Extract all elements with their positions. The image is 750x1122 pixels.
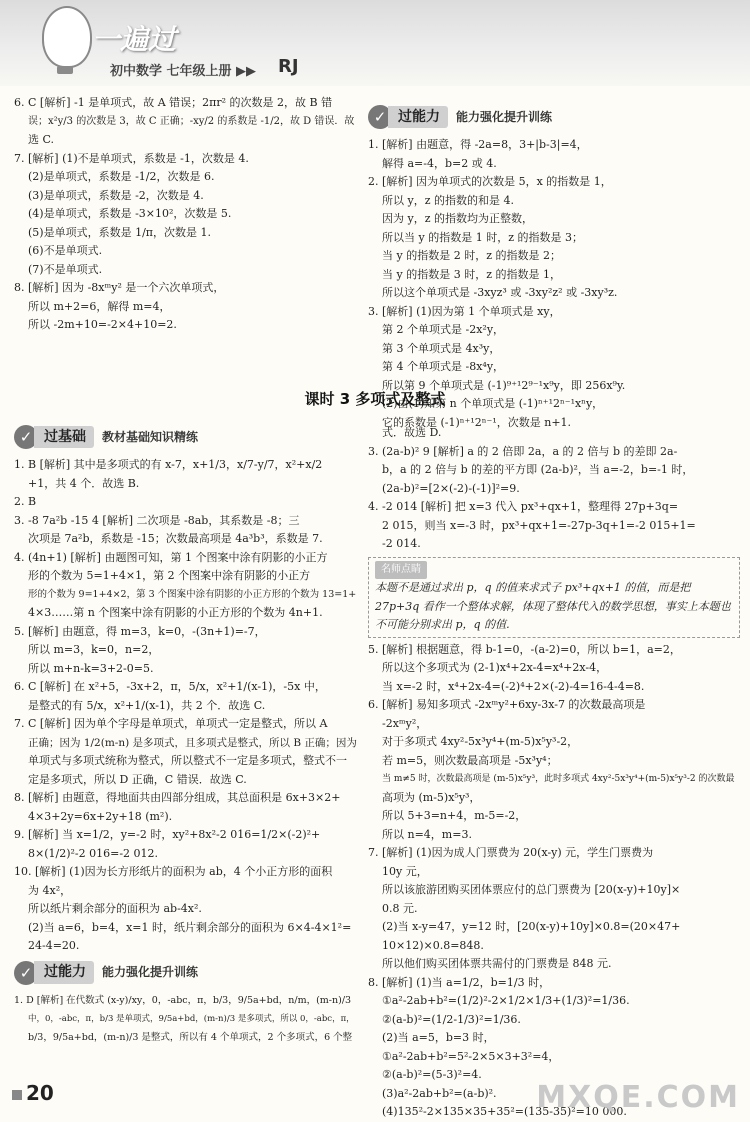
question-number: 2.: [14, 495, 25, 508]
balloon-basket-icon: [57, 66, 73, 74]
question-number: 5.: [14, 624, 25, 638]
answer-line: [14, 493, 358, 512]
brand-title: 一遍过: [92, 23, 177, 56]
answer-line: [14, 623, 358, 642]
answer-line: [368, 826, 740, 845]
answer-text: 所以当 y 的指数是 1 时，z 的指数是 3；: [382, 230, 583, 244]
answer-text: 0.8 元.: [382, 901, 418, 915]
answer-line: [14, 808, 358, 827]
answer-line: [368, 303, 740, 322]
answer-line: [368, 517, 740, 536]
answer-line: [14, 992, 358, 1011]
answer-line: [368, 480, 740, 499]
question-number: 10.: [14, 865, 32, 878]
answer-line: [368, 358, 740, 377]
section-bar-ability-2: [14, 960, 358, 986]
question-number: 1.: [14, 458, 25, 471]
answer-line: [368, 535, 740, 554]
answer-line: [14, 586, 358, 605]
answer-text: 高项为 (m-5)x⁵y³，: [382, 790, 481, 804]
answer-line: [368, 659, 740, 678]
lesson-title: 课时 3 多项式及整式: [304, 390, 446, 408]
question-number: 4.: [368, 500, 379, 513]
answer-text: B [解析] 其中是多项式的有 x-7，x+1/3，x/7-y/7，x²+x/2: [28, 458, 323, 471]
answer-text: 对于多项式 4xy²-5x³y⁴+(m-5)x⁵y³-2，: [382, 735, 579, 748]
answer-line: [368, 461, 740, 480]
answer-text: 当 m≠5 时，次数最高项是 (m-5)x⁵y³，此时多项式 4xy²-5x³y⁴+(m-5)x⁵y³-2 的次数最: [382, 774, 735, 784]
answer-text: (5)是单项式，系数是 1/π，次数是 1.: [28, 225, 212, 239]
question-number: 3.: [14, 513, 25, 527]
answer-text: 24-4=20.: [28, 939, 80, 952]
answer-line: [14, 205, 358, 224]
section-title: 过基础: [34, 426, 94, 449]
question-number: 4.: [14, 550, 25, 564]
question-number: 8.: [14, 791, 25, 804]
question-number: 7.: [14, 717, 25, 730]
answer-line: [368, 192, 740, 211]
answer-text: 所以该旅游团购买团体票应付的总门票费为 [20(x-y)+10y]×: [382, 883, 681, 896]
tip-text: 本题不是通过求出 p，q 的值来求式子 px³+qx+1 的值，而是把 27p+3q 看作一个整体求解，体现了整体代入的数学思想，事实上本题也不可能分别求出 p，q 的值.: [375, 581, 731, 631]
answer-line: [14, 845, 358, 864]
tip-heading: 名师点睛: [375, 561, 427, 580]
answer-text: [解析] 根据题意，得 b-1=0，-(a-2)=0，所以 b=1，a=2，: [382, 642, 681, 656]
answer-text: 所以纸片剩余部分的面积为 ab-4x².: [28, 902, 202, 915]
answer-text: 单项式与多项式统称为整式，所以整式不一定是多项式，整式不一: [28, 754, 347, 767]
question-number: 6.: [368, 698, 379, 711]
answer-text: 所以他们购买团体票共需付的门票费是 848 元.: [382, 957, 612, 970]
answer-text: [解析] (1)因为成人门票费为 20(x-y) 元，学生门票费为: [382, 846, 654, 859]
answer-line: [14, 150, 358, 169]
answer-line: [14, 261, 358, 280]
answer-line: [368, 955, 740, 974]
teacher-tip-box: [368, 557, 740, 638]
answer-text: 第 3 个单项式是 4x³y，: [382, 341, 501, 355]
answer-text: (6)不是单项式.: [28, 244, 103, 257]
answer-line: [14, 242, 358, 261]
answer-line: [368, 210, 740, 229]
check-icon: ✓: [368, 105, 392, 129]
answer-line: [14, 1010, 358, 1029]
section-title: 过能力: [388, 106, 448, 129]
answer-line: [14, 298, 358, 317]
answer-text: -2 014.: [382, 537, 421, 550]
answer-text: ①a²-2ab+b²=5²-2×5×3+3²=4，: [382, 1049, 560, 1063]
answer-text: 中，0，-abc，π，b/3 是单项式，9/5a+bd，(m-n)/3 是多项式，所以 0，-abc，π，: [28, 1014, 355, 1024]
answer-text: 选 C.: [28, 133, 55, 146]
answer-line: [14, 734, 358, 753]
square-icon: [12, 1090, 22, 1100]
question-number: 3.: [368, 304, 379, 318]
answer-line: [368, 844, 740, 863]
question-number: 2.: [368, 175, 379, 188]
question-number: 8.: [368, 975, 379, 989]
answer-line: [368, 1011, 740, 1030]
answer-text: 因为 y，z 的指数均为正整数，: [382, 212, 534, 225]
answer-line: [368, 1048, 740, 1067]
answer-text: b/3，9/5a+bd，(m-n)/3 是整式，所以有 4 个单项式，2 个多项式，6 个整: [28, 1031, 353, 1043]
answer-text: 10y 元，: [382, 864, 428, 878]
question-number: 7.: [368, 846, 379, 859]
answer-text: [解析] 由题意，得地面共由四部分组成，其总面积是 6x+3×2+: [28, 791, 341, 804]
answer-text: 所以这个单项式是 -3xyz³ 或 -3xy²z² 或 -3xy³z.: [382, 286, 618, 299]
answer-text: (4n+1) [解析] 由题图可知，第 1 个图案中涂有阴影的小正方: [28, 550, 328, 564]
answer-line: [368, 992, 740, 1011]
answer-text: (2)当 x-y=47，y=12 时，[20(x-y)+10y]×0.8=(20×47+: [382, 920, 681, 933]
answer-text: 所以 m+n-k=3+2-0=5.: [28, 661, 154, 675]
answer-text: (2a-b)² 9 [解析] a 的 2 倍即 2a，a 的 2 倍与 b 的差即 2a-: [382, 444, 678, 458]
answer-text: (3)是单项式，系数是 -2，次数是 4.: [28, 188, 204, 202]
section-subtitle: 能力强化提升训练: [456, 109, 553, 124]
answer-text: (4)是单项式，系数是 -3×10²，次数是 5.: [28, 207, 232, 220]
top-right-column: [368, 100, 740, 432]
check-icon: ✓: [14, 961, 38, 985]
question-number: 9.: [14, 828, 25, 841]
answer-text: -2 014 [解析] 把 x=3 代入 px³+qx+1，整理得 27p+3q=: [382, 500, 679, 513]
bottom-left-column: [14, 420, 358, 1047]
answer-line: [14, 697, 358, 716]
answer-line: [14, 826, 358, 845]
answer-text: 为 4x²，: [28, 883, 72, 897]
answer-text: [解析] 易知多项式 -2xᵐy²+6xy-3x-7 的次数最高项是: [382, 698, 646, 711]
section-subtitle: 能力强化提升训练: [102, 965, 199, 980]
answer-line: [14, 660, 358, 679]
answer-text: (7)不是单项式.: [28, 262, 103, 276]
question-number: 5.: [368, 642, 379, 656]
answer-line: [14, 789, 358, 808]
answer-line: [368, 881, 740, 900]
answer-line: [368, 752, 740, 771]
answer-text: -8 7a²b -15 4 [解析] 二次项是 -8ab，其系数是 -8；三: [28, 513, 300, 527]
answer-text: C [解析] -1 是单项式，故 A 错误；2πr² 的次数是 2，故 B 错: [28, 96, 333, 109]
answer-line: [14, 882, 358, 901]
bottom-right-column: [368, 424, 740, 1122]
answer-text: 是整式的有 5/x，x²+1/(x-1)，共 2 个．故选 C.: [28, 698, 266, 712]
top-left-column: [14, 94, 358, 335]
answer-line: [368, 229, 740, 248]
answer-text: [解析] 因为 -8xᵐy² 是一个六次单项式，: [28, 281, 225, 294]
answer-line: [368, 443, 740, 462]
question-number: 1.: [368, 138, 379, 151]
answer-line: [14, 94, 358, 113]
answer-text: (2)当 a=6，b=4，x=1 时，纸片剩余部分的面积为 6×4-4×1²=: [28, 920, 352, 934]
answer-line: [14, 131, 358, 150]
answer-text: [解析] (1)因为长方形纸片的面积为 ab，4 个小正方形的面积: [35, 865, 333, 878]
answer-text: 所以 y，z 的指数的和是 4.: [382, 193, 514, 207]
answer-line: [14, 224, 358, 243]
answer-line: [14, 715, 358, 734]
answer-line: [14, 641, 358, 660]
answer-line: [14, 937, 358, 956]
balloon-icon: [42, 6, 92, 68]
answer-text: ②(a-b)²=(5-3)²=4.: [382, 1068, 482, 1081]
answer-text: 所以 5+3=n+4，m-5=-2，: [382, 809, 527, 822]
answer-line: [368, 715, 740, 734]
answer-line: [368, 340, 740, 359]
answer-text: 所以 n=4，m=3.: [382, 827, 472, 841]
answer-text: ②(a-b)²=(1/2-1/3)²=1/36.: [382, 1012, 521, 1026]
answer-line: [368, 733, 740, 752]
question-number: 7.: [14, 151, 25, 165]
answer-line: [14, 604, 358, 623]
answer-line: [368, 1029, 740, 1048]
answer-line: [14, 549, 358, 568]
answer-text: B: [28, 495, 37, 508]
answer-line: [368, 789, 740, 808]
answer-line: [368, 678, 740, 697]
question-number: 6.: [14, 680, 25, 693]
answer-line: [368, 696, 740, 715]
answer-line: [14, 678, 358, 697]
answer-text: 所以 m=3，k=0，n=2，: [28, 643, 160, 656]
answer-text: D [解析] 在代数式 (x-y)/xy，0，-abc，π，b/3，9/5a+bd，n/m，(m-n)/3: [26, 994, 352, 1006]
book-subtitle: 初中数学 七年级上册 ▶▶: [110, 64, 257, 79]
check-icon: ✓: [14, 425, 38, 449]
answer-text: +1，共 4 个．故选 B.: [28, 476, 140, 490]
answer-text: (2)是单项式，系数是 -1/2，次数是 6.: [28, 170, 215, 183]
answer-text: -2xᵐy²，: [382, 716, 428, 730]
question-number: 3.: [368, 444, 379, 458]
watermark: MXQE.COM: [536, 1080, 740, 1115]
answer-text: ①a²-2ab+b²=(1/2)²-2×1/2×1/3+(1/3)²=1/36.: [382, 994, 630, 1007]
answer-text: [解析] 由题意，得 -2a=8，3+|b-3|=4，: [382, 138, 588, 151]
answer-text: 形的个数为 9=1+4×2，第 3 个图案中涂有阴影的小正方形的个数为 13=1+: [28, 588, 357, 600]
answer-text: (2)当 a=5，b=3 时，: [382, 1031, 495, 1044]
answer-text: 误；x²y/3 的次数是 3，故 C 正确；-xy/2 的系数是 -1/2，故 D 错误．故: [28, 115, 355, 127]
answer-line: [14, 187, 358, 206]
answer-text: 第 2 个单项式是 -2x²y，: [382, 323, 505, 336]
answer-line: [368, 863, 740, 882]
answer-line: [14, 567, 358, 586]
section-subtitle: 教材基础知识精练: [102, 429, 199, 444]
answer-text: 当 x=-2 时，x⁴+2x-4=(-2)⁴+2×(-2)-4=16-4-4=8.: [382, 679, 645, 693]
answer-text: 它的系数是 (-1)ⁿ⁺¹2ⁿ⁻¹，次数是 n+1.: [382, 415, 572, 429]
edition-label: RJ: [278, 56, 299, 77]
answer-line: [14, 168, 358, 187]
answer-line: [368, 937, 740, 956]
answer-text: (2)由(1)知第 n 个单项式是 (-1)ⁿ⁺¹2ⁿ⁻¹xⁿy，: [382, 397, 604, 410]
answer-text: (3)a²-2ab+b²=(a-b)².: [382, 1086, 497, 1100]
answer-text: 第 4 个单项式是 -8x⁴y，: [382, 360, 505, 373]
page-number: [12, 1081, 54, 1105]
answer-text: [解析] (1)当 a=1/2，b=1/3 时，: [382, 975, 551, 989]
answer-line: [368, 266, 740, 285]
question-number: 6.: [14, 96, 25, 109]
question-number: 1.: [14, 994, 24, 1006]
answer-text: 形的个数为 5=1+4×1，第 2 个图案中涂有阴影的小正方: [28, 569, 311, 582]
answer-text: 所以第 9 个单项式是 (-1)⁹⁺¹2⁹⁻¹x⁹y，即 256x⁹y.: [382, 378, 626, 392]
answer-text: [解析] (1)因为第 1 个单项式是 xy，: [382, 304, 561, 318]
answer-text: 所以 -2m+10=-2×4+10=2.: [28, 318, 177, 331]
answer-line: [368, 974, 740, 993]
answer-text: C [解析] 因为单个字母是单项式，单项式一定是整式，所以 A: [28, 717, 328, 730]
answer-line: [14, 475, 358, 494]
answer-text: b，a 的 2 倍与 b 的差的平方即 (2a-b)²，当 a=-2，b=-1 时，: [382, 463, 694, 476]
answer-text: 当 y 的指数是 2 时，z 的指数是 2；: [382, 249, 561, 262]
answer-line: [14, 316, 358, 335]
answer-line: [368, 247, 740, 266]
answer-text: 4×3……第 n 个图案中涂有阴影的小正方形的个数为 4n+1.: [28, 606, 323, 619]
answer-text: [解析] 因为单项式的次数是 5，x 的指数是 1，: [382, 175, 612, 188]
answer-text: 正确；因为 1/2(m-n) 是多项式，且多项式是整式，所以 B 正确；因为: [28, 736, 357, 749]
answer-text: 当 y 的指数是 3 时，z 的指数是 1，: [382, 267, 561, 281]
answer-line: [14, 456, 358, 475]
answer-line: [368, 641, 740, 660]
page-number-text: 20: [26, 1081, 54, 1105]
answer-text: C [解析] 在 x²+5，-3x+2，π，5/x，x²+1/(x-1)，-5x 中，: [28, 680, 326, 693]
answer-line: [14, 530, 358, 549]
answer-text: 定是多项式，所以 D 正确，C 错误．故选 C.: [28, 772, 247, 786]
answer-line: [14, 752, 358, 771]
answer-text: (4)135²-2×135×35+35²=(135-35)²=10 000.: [382, 1105, 627, 1118]
answer-line: [368, 321, 740, 340]
answer-line: [14, 113, 358, 132]
answer-text: 8×(1/2)²-2 016=-2 012.: [28, 846, 159, 860]
answer-text: [解析] 当 x=1/2，y=-2 时，xy²+8x²-2 016=1/2×(-2)²+: [28, 828, 321, 841]
answer-line: [14, 863, 358, 882]
answer-line: [368, 284, 740, 303]
answer-text: 所以这个多项式为 (2-1)x⁴+2x-4=x⁴+2x-4，: [382, 661, 608, 674]
answer-line: [368, 424, 740, 443]
answer-line: [14, 900, 358, 919]
answer-text: 2 015，则当 x=-3 时，px³+qx+1=-27p-3q+1=-2 015+1=: [382, 518, 696, 532]
answer-text: 次项是 7a²b，系数是 -15；次数最高项是 4a³b³，系数是 7.: [28, 532, 323, 545]
answer-text: 若 m=5，则次数最高项是 -5x³y⁴；: [382, 753, 558, 767]
answer-line: [14, 512, 358, 531]
answer-line: [14, 771, 358, 790]
answer-line: [14, 1029, 358, 1048]
answer-line: [368, 900, 740, 919]
answer-text: 4×3+2y=6x+2y+18 (m²).: [28, 809, 173, 823]
answer-text: [解析] (1)不是单项式，系数是 -1，次数是 4.: [28, 151, 249, 165]
answer-line: [368, 173, 740, 192]
section-bar-ability-1: [368, 104, 740, 130]
section-bar-basic: [14, 424, 358, 450]
answer-line: [14, 279, 358, 298]
answer-text: (2a-b)²=[2×(-2)-(-1)]²=9.: [382, 481, 520, 495]
answer-line: [368, 155, 740, 174]
answer-text: 所以 m+2=6，解得 m=4，: [28, 299, 171, 313]
answer-line: [14, 919, 358, 938]
answer-text: 式．故选 D.: [382, 426, 442, 439]
answer-line: [368, 136, 740, 155]
answer-text: 10×12)×0.8=848.: [382, 938, 484, 952]
answer-line: [368, 807, 740, 826]
answer-line: [368, 498, 740, 517]
section-title: 过能力: [34, 961, 94, 984]
answer-line: [368, 918, 740, 937]
answer-line: [368, 770, 740, 789]
answer-text: [解析] 由题意，得 m=3，k=0，-(3n+1)=-7，: [28, 624, 266, 638]
answer-text: 解得 a=-4，b=2 或 4.: [382, 156, 497, 170]
question-number: 8.: [14, 281, 25, 294]
page-header: [0, 0, 750, 86]
